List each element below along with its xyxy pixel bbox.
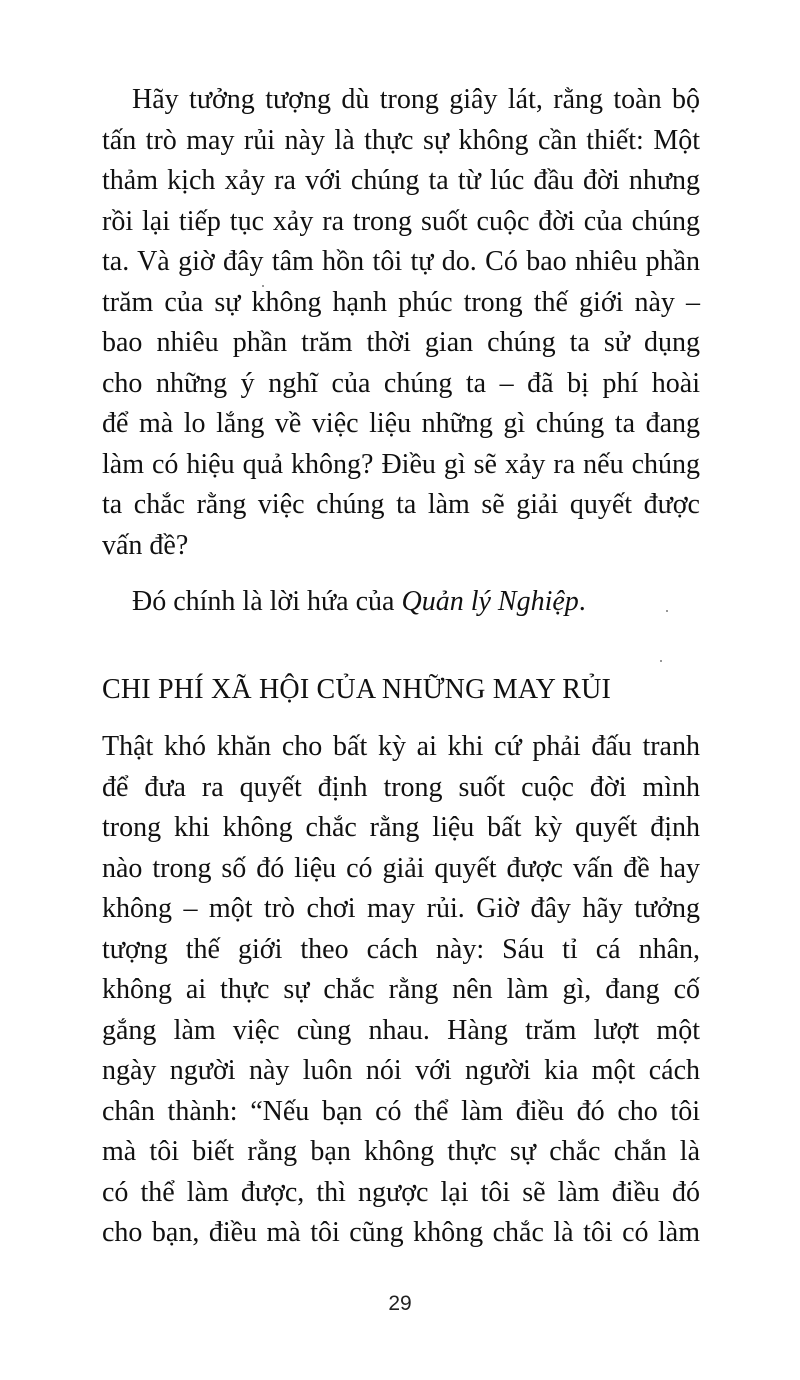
- text-line: cho bạn, điều mà tôi cũng không chắc là tôi có làm: [102, 1217, 700, 1248]
- text-line: bao nhiêu phần trăm thời gian chúng ta sử dụng: [102, 327, 700, 358]
- scan-speck: [666, 610, 668, 612]
- text-run: .: [578, 586, 586, 617]
- page-number: 29: [388, 1292, 412, 1315]
- text-line: tấn trò may rủi này là thực sự không cần thiết: Một: [102, 124, 700, 156]
- text-line: cho những ý nghĩ của chúng ta – đã bị phí hoài: [102, 367, 700, 399]
- text-line: ta. Và giờ đây tâm hồn tôi tự do. Có bao nhiêu phần: [102, 246, 700, 277]
- section-heading: CHI PHÍ XÃ HỘI CỦA NHỮNG MAY RỦI: [102, 674, 612, 705]
- text-line: không ai thực sự chắc rằng nên làm gì, đang cố: [102, 974, 700, 1005]
- text-line: vấn đề?: [102, 529, 189, 561]
- text-line: thảm kịch xảy ra với chúng ta từ lúc đầu đời nhưng: [102, 165, 700, 196]
- text-line: làm có hiệu quả không? Điều gì sẽ xảy ra nếu chúng: [102, 448, 700, 480]
- text-line: [102, 582, 700, 623]
- text-line: trong khi không chắc rằng liệu bất kỳ quyết định: [102, 812, 700, 843]
- text-line: để mà lo lắng về việc liệu những gì chúng ta đang: [102, 408, 700, 439]
- text-line: chân thành: “Nếu bạn có thể làm điều đó cho tôi: [102, 1095, 700, 1127]
- body-paragraph-3: [102, 727, 700, 1254]
- text-line: mà tôi biết rằng bạn không thực sự chắc chắn là: [102, 1136, 700, 1167]
- text-line: tượng thế giới theo cách này: Sáu tỉ cá nhân,: [102, 933, 700, 965]
- text-run: Đó chính là lời hứa của: [132, 586, 402, 617]
- text-line: có thể làm được, thì ngược lại tôi sẽ làm điều đó: [102, 1176, 700, 1208]
- text-line: rồi lại tiếp tục xảy ra trong suốt cuộc đời của chúng: [102, 205, 700, 237]
- text-line: Thật khó khăn cho bất kỳ ai khi cứ phải đấu tranh: [102, 731, 700, 762]
- body-paragraph-2: [102, 582, 700, 623]
- scan-speck: [262, 285, 264, 287]
- body-paragraph-1: [102, 80, 700, 566]
- text-line: ngày người này luôn nói với người kia một cách: [102, 1055, 700, 1086]
- text-line: không – một trò chơi may rủi. Giờ đây hãy tưởng: [102, 893, 700, 924]
- text-line: nào trong số đó liệu có giải quyết được vấn đề hay: [102, 852, 700, 884]
- scan-speck: [660, 660, 662, 662]
- text-line: để đưa ra quyết định trong suốt cuộc đời mình: [102, 771, 700, 803]
- text-line: ta chắc rằng việc chúng ta làm sẽ giải quyết được: [102, 489, 700, 520]
- text-line: trăm của sự không hạnh phúc trong thế giới này –: [102, 286, 700, 318]
- text-line: gắng làm việc cùng nhau. Hàng trăm lượt một: [102, 1014, 700, 1046]
- text-line: Hãy tưởng tượng dù trong giây lát, rằng toàn bộ: [132, 84, 700, 115]
- italic-book-title: Quản lý Nghiệp: [401, 586, 579, 617]
